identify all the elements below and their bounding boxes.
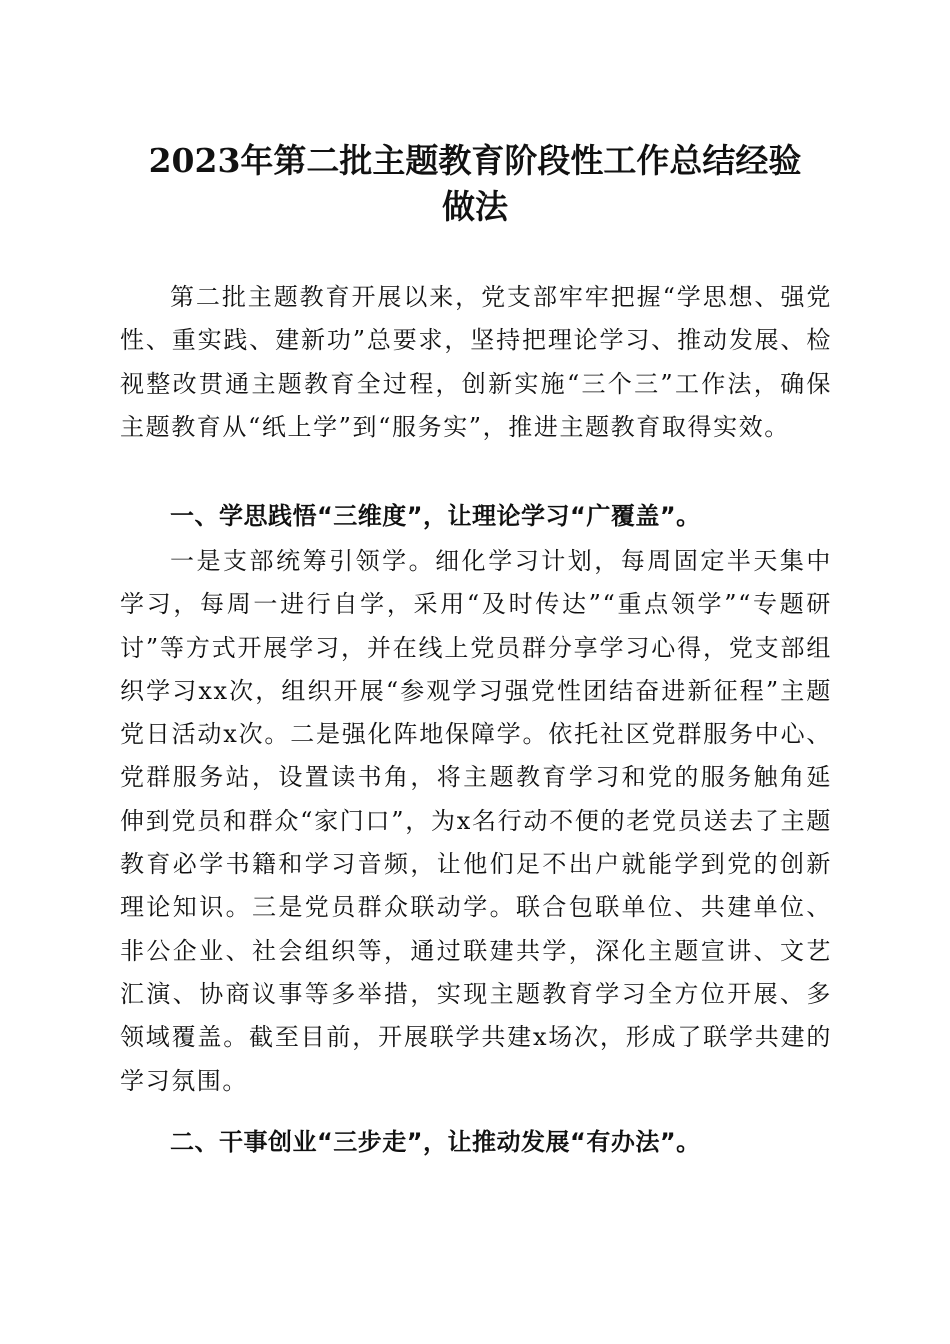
section-1-body: 一是支部统筹引领学。细化学习计划，每周固定半天集中学习，每周一进行自学，采用“及时传达”“重点领学”“专题研讨”等方式开展学习，并在线上党员群分享学习心得，党支部组织学习xx次，组织开展“参观学习强党性团结奋进新征程”主题党日活动x次。二是强化阵地保障学。依托社区党群服务中心、党群服务站，设置读书角，将主题教育学习和党的服务触角延伸到党员和群众“家门口”，为x名行动不便的老党员送去了主题教育必学书籍和学习音频，让他们足不出户就能学到党的创新理论知识。三是党员群众联动学。联合包联单位、共建单位、非公企业、社会组织等，通过联建共学，深化主题宣讲、文艺汇演、协商议事等多举措，实现主题教育学习全方位开展、多领域覆盖。截至目前，开展联学共建x场次，形成了联学共建的学习氛围。 <box>120 547 832 1095</box>
document-title <box>100 138 850 230</box>
title-line-1: 2023年第二批主题教育阶段性工作总结经验 <box>148 141 802 180</box>
intro-paragraph: 第二批主题教育开展以来，党支部牢牢把握“学思想、强党性、重实践、建新功”总要求，坚持把理论学习、推动发展、检视整改贯通主题教育全过程，创新实施“三个三”工作法，确保主题教育从“纸上学”到“服务实”，推进主题教育取得实效。 <box>120 283 832 441</box>
title-line-2: 做法 <box>442 187 508 226</box>
section-1-heading: 一、学思践悟“三维度”，让理论学习“广覆盖”。 <box>170 502 701 530</box>
section-2-heading: 二、干事创业“三步走”，让推动发展“有办法”。 <box>170 1128 701 1156</box>
